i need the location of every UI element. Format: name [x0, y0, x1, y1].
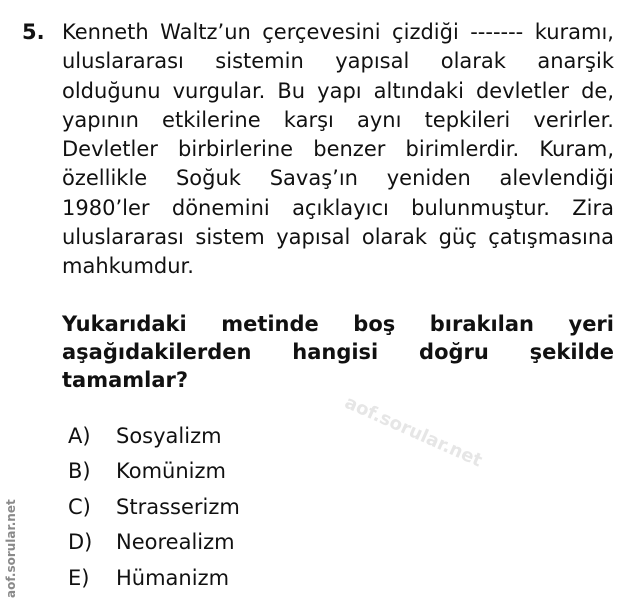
option-text: Sosyalizm [116, 423, 222, 448]
option-letter: A) [68, 423, 91, 448]
option-d[interactable] [68, 525, 240, 561]
option-a[interactable] [68, 418, 240, 454]
option-c[interactable] [68, 489, 240, 525]
question-passage: Kenneth Waltz’un çerçevesini çizdiği ------- kuramı, uluslararası sistemin yapısal olarak anarşik olduğunu vurgular. Bu yapı altındaki devletler de, yapının etkilerine karşı aynı tepkileri verirler. Devletler birbirlerine benzer birimlerdir. Kuram, özellikle Soğuk Savaş’ın yeniden alevlendiği 1980’ler dönemini açıklayıcı bulunmuştur. Zira uluslararası sistem yapısal olarak güç çatışmasına mahkumdur. [62, 20, 614, 279]
option-letter: B) [68, 459, 91, 484]
watermark-side: aof.sorular.net [4, 499, 18, 598]
answer-options [68, 418, 240, 596]
option-text: Neorealizm [116, 530, 235, 555]
option-letter: C) [68, 494, 91, 519]
watermark-diagonal: aof.sorular.net [341, 392, 486, 472]
question-prompt: Yukarıdaki metinde boş bırakılan yeri aşağıdakilerden hangisi doğru şekilde tamamlar? [62, 312, 614, 392]
option-text: Hümanizm [116, 565, 230, 590]
option-b[interactable] [68, 454, 240, 490]
option-letter: E) [68, 565, 90, 590]
option-letter: D) [68, 530, 93, 555]
option-text: Komünizm [116, 459, 226, 484]
question-number: 5. [22, 20, 45, 44]
option-text: Strasserizm [116, 494, 240, 519]
option-e[interactable] [68, 560, 240, 596]
